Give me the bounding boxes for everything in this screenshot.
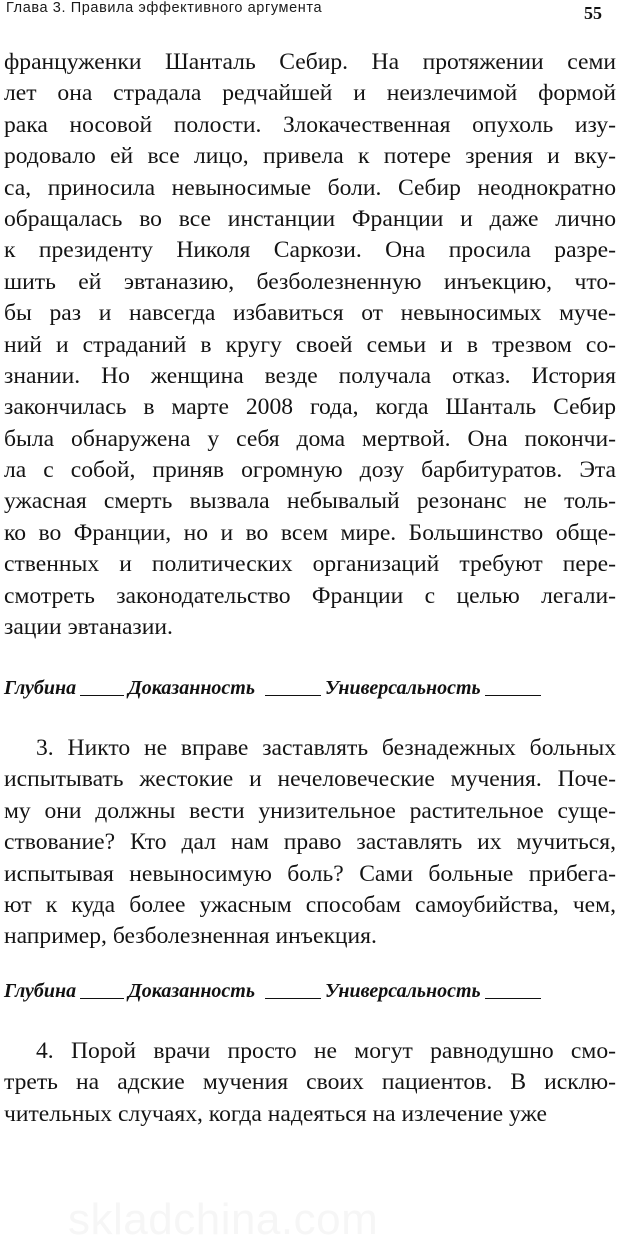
text-line: чительных случаях, когда надеяться на излечение уже [4,1100,547,1127]
proof-label: Доказанность [128,980,255,1002]
text-line: са, приносила невыносимые боли. Себир неоднократно [4,174,616,201]
depth-label: Глубина [4,980,77,1002]
text-line: рака носовой полости. Злокачественная опухоль изу- [4,111,616,138]
proof-blank[interactable] [265,997,321,999]
text-line: ственных и политических организаций требуют пере- [4,551,616,578]
text-line: бы раз и навсегда избавиться от невыносимых муче- [4,300,616,327]
rating-row-2 [4,980,610,1003]
rating-row-1 [4,677,610,700]
text-line: была обнаружена у себя дома мертвой. Она покончи- [4,425,616,452]
text-line: лет она страдала редчайшей и неизлечимой формой [4,80,616,107]
universality-label: Универсальность [325,980,481,1002]
universality-blank[interactable] [485,694,541,696]
text-line: 4. Порой врачи просто не могут равнодушно смо- [36,1038,616,1064]
depth-blank[interactable] [80,694,124,696]
text-line: треть на адские мучения своих пациентов. В исклю- [4,1069,616,1096]
text-line: му они должны вести унизительное растительное суще- [4,797,616,824]
proof-blank[interactable] [265,694,321,696]
text-line: шить ей эвтаназию, безболезненную инъекцию, что- [4,268,616,295]
paragraph-1 [4,47,616,643]
proof-label: Доказанность [128,677,255,699]
text-line: ко во Франции, но и во всем мире. Большинство обще- [4,519,616,546]
paragraph-2 [4,733,616,953]
universality-blank[interactable] [485,997,541,999]
text-line: к президенту Николя Саркози. Она просила разре- [4,237,616,264]
text-line: испытывать жестокие и нечеловеческие мучения. Поче- [4,766,616,793]
text-line: ствование? Кто дал нам право заставлять их мучиться, [4,829,616,856]
depth-label: Глубина [4,677,77,699]
text-line: родовало ей все лицо, привела к потере зрения и вку- [4,143,616,170]
text-line: ла с собой, приняв огромную дозу барбитуратов. Эта [4,457,616,484]
running-head: Глава 3. Правила эффективного аргумента [6,0,323,16]
text-line: ют к куда более ужасным способам самоубийства, чем, [4,891,616,918]
universality-label: Универсальность [325,677,481,699]
text-line: 3. Никто не вправе заставлять безнадежных больных [36,735,616,761]
paragraph-3 [4,1036,616,1130]
text-line: француженки Шанталь Себир. На протяжении семи [4,49,616,75]
text-line: испытывая невыносимую боль? Сами больные прибега- [4,860,616,887]
text-line: зации эвтаназии. [4,614,173,641]
watermark: skladchina.com [68,1195,379,1244]
text-line: например, безболезненная инъекция. [4,923,377,950]
text-line: закончилась в марте 2008 года, когда Шанталь Себир [4,394,616,421]
text-line: ужасная смерть вызвала небывалый резонанс не толь- [4,488,616,515]
page-number: 55 [584,3,602,23]
depth-blank[interactable] [80,997,124,999]
text-line: знании. Но женщина везде получала отказ. История [4,362,616,389]
text-line: смотреть законодательство Франции с целью легали- [4,582,616,609]
text-line: обращалась во все инстанции Франции и даже лично [4,205,616,232]
text-line: ний и страданий в кругу своей семьи и в трезвом со- [4,331,616,358]
